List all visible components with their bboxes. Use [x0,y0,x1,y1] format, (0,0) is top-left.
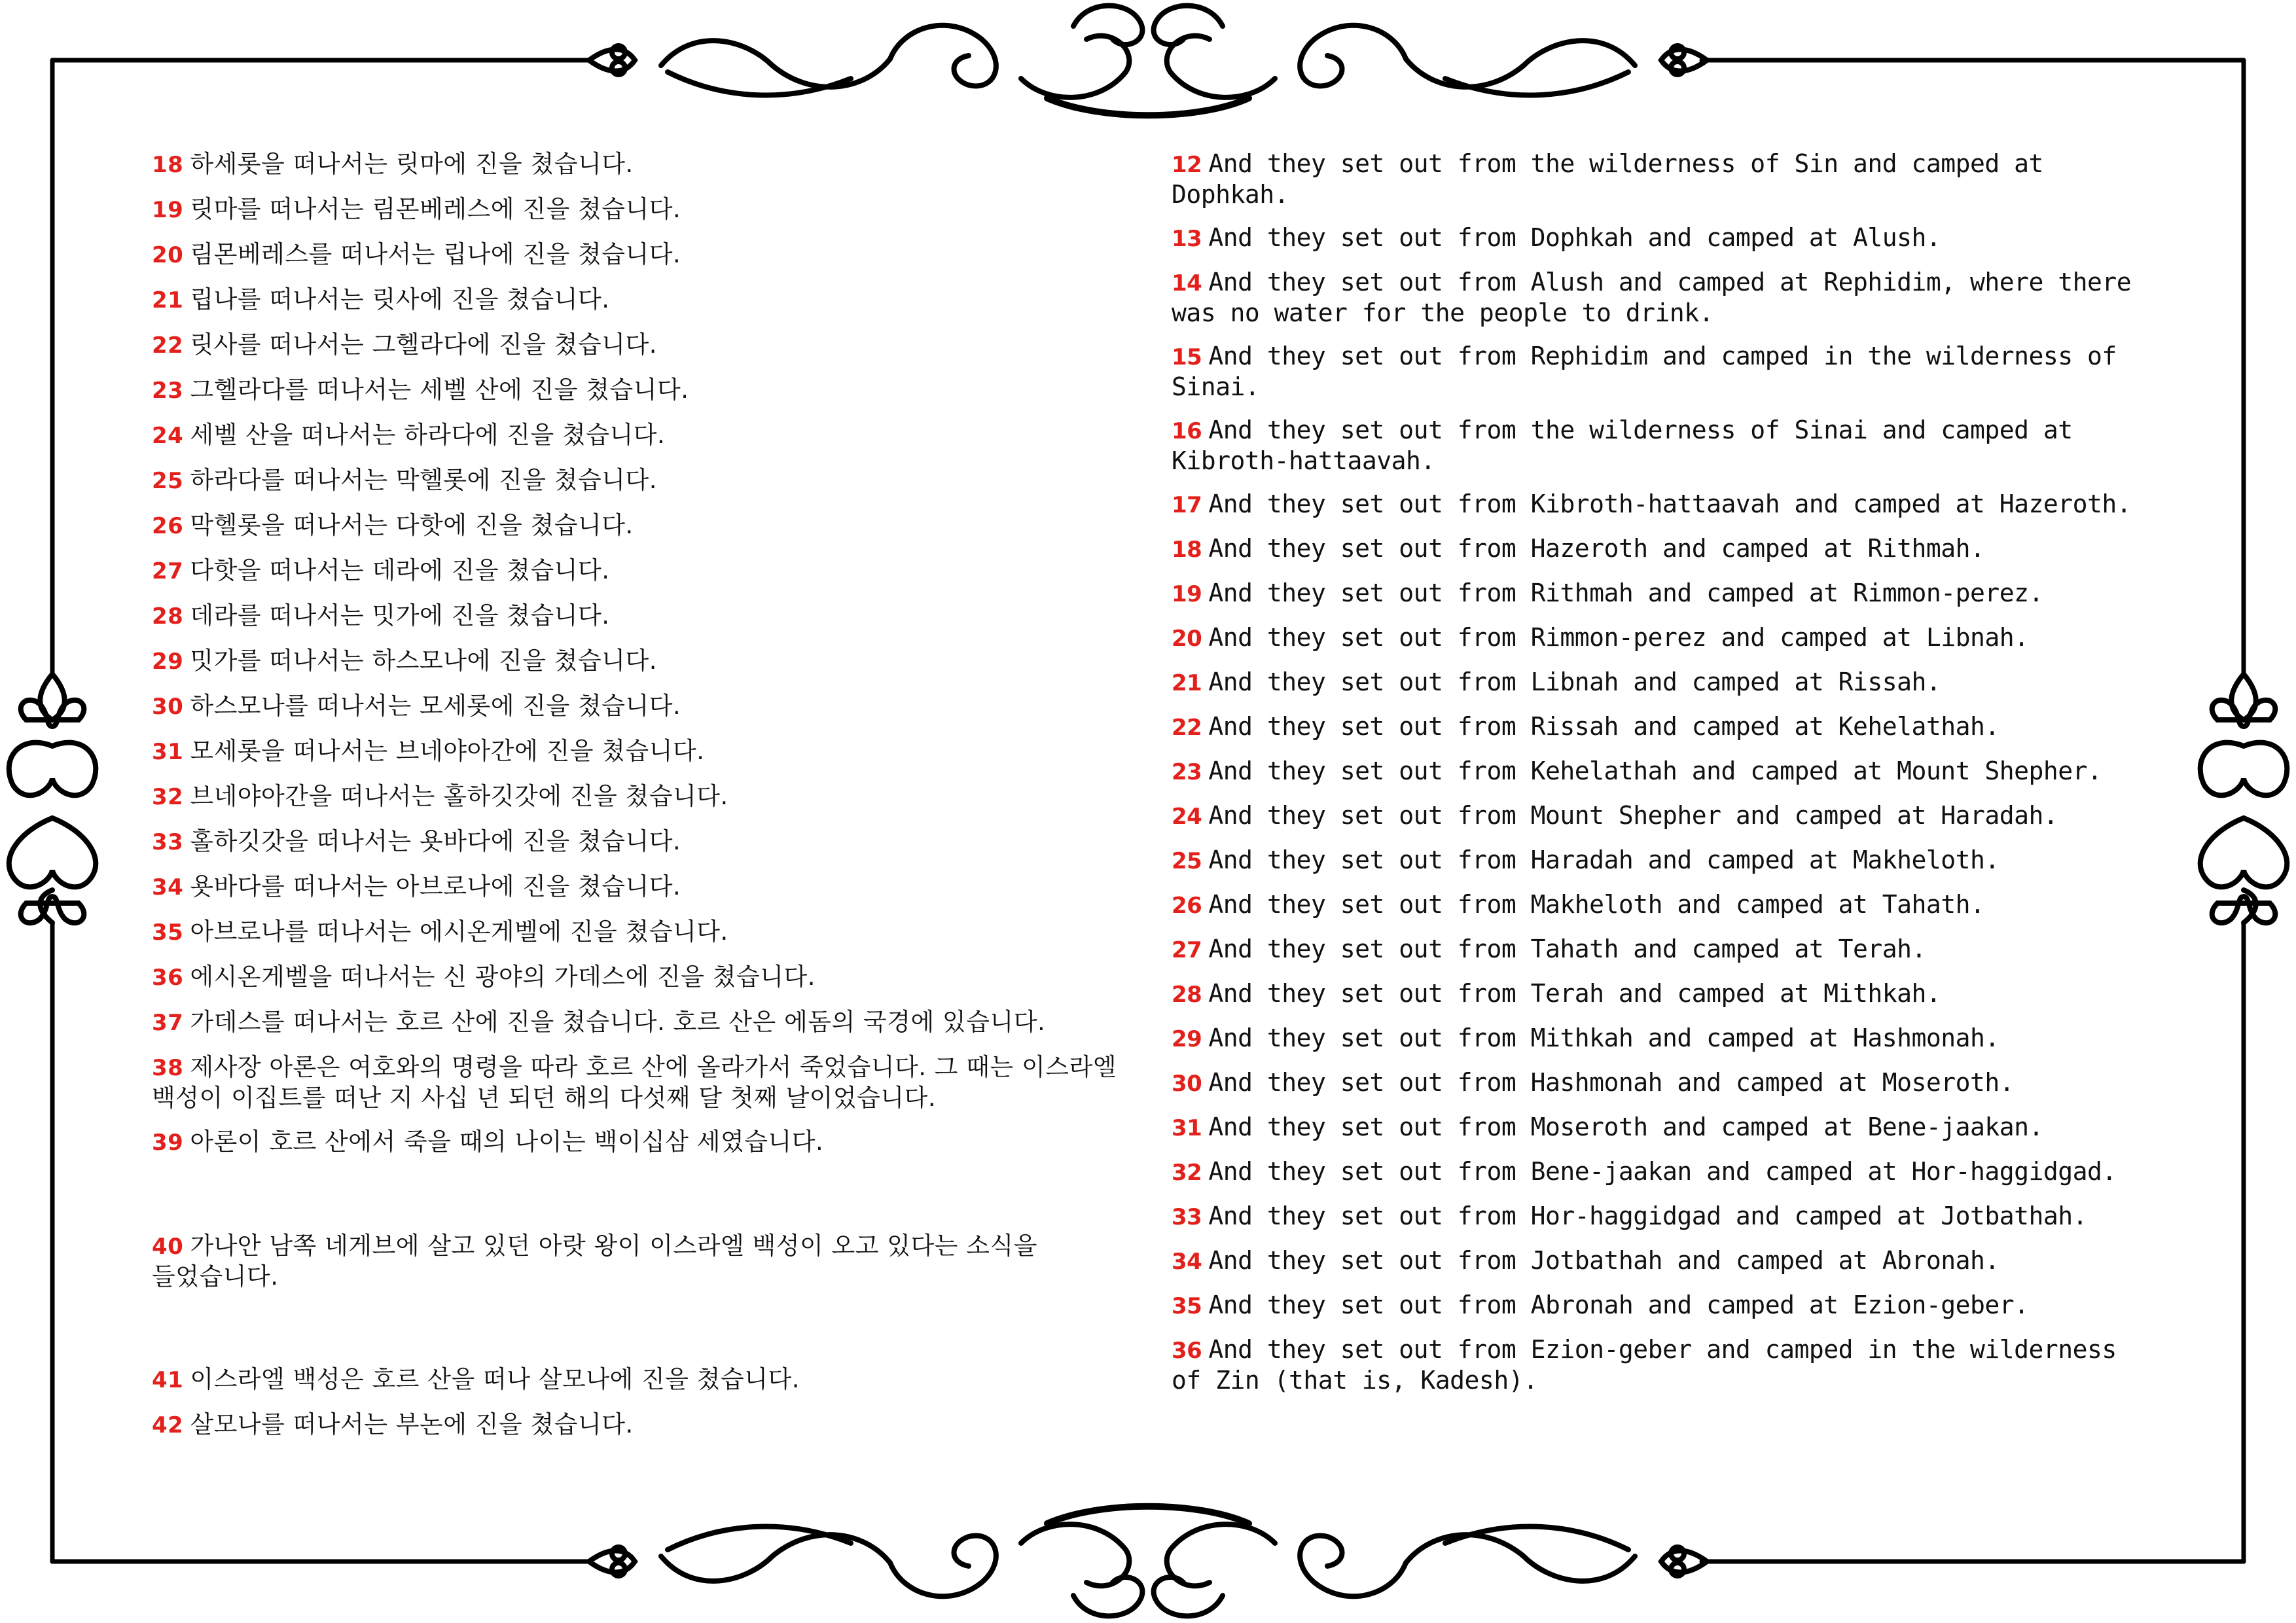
verse-number: 29 [1172,1026,1202,1052]
verse-24 [152,420,1121,451]
verse-number: 36 [152,965,184,991]
verse-text: And they set out from Mithkah and camped at Hashmonah. [1208,1024,2000,1052]
verse-text: And they set out from the wilderness of Sinai and camped at Kibroth-hattaavah. [1172,416,2073,475]
verse-text: 에시온게벨을 떠나서는 신 광야의 가데스에 진을 쳤습니다. [190,963,816,991]
verse-29 [152,646,1121,677]
verse-18 [152,149,1121,180]
verse-text: 막헬롯을 떠나서는 다핫에 진을 쳤습니다. [190,511,634,539]
verse-35 [1172,1291,2153,1321]
verse-text: 살모나를 떠나서는 부논에 진을 쳤습니다. [190,1410,634,1438]
right-ornament [2200,674,2287,923]
verse-number: 24 [1172,804,1202,830]
verse-41 [152,1364,1121,1395]
verse-number: 37 [152,1010,184,1036]
verse-text: And they set out from Bene-jaakan and camped at Hor-haggidgad. [1208,1157,2117,1186]
verse-number: 22 [1172,715,1202,741]
verse-number: 18 [152,152,184,178]
verse-text: And they set out from Rissah and camped at Kehelathah. [1208,712,2000,741]
verse-text: And they set out from Ezion-geber and camped in the wilderness of Zin (that is, Kadesh). [1172,1335,2117,1395]
verse-28 [1172,979,2153,1010]
verse-16 [1172,416,2153,476]
top-ornament [589,6,1707,116]
verse-text: 하세롯을 떠나서는 릿마에 진을 쳤습니다. [190,150,634,178]
verse-18 [1172,534,2153,565]
verse-text: 홀하깃갓을 떠나서는 욧바다에 진을 쳤습니다. [190,827,681,855]
verse-25 [152,465,1121,496]
verse-text: 아브로나를 떠나서는 에시온게벨에 진을 쳤습니다. [190,918,728,946]
verse-35 [152,917,1121,948]
left-ornament [9,674,96,923]
verse-12 [1172,149,2153,209]
verse-text: 데라를 떠나서는 밋가에 진을 쳤습니다. [190,601,610,630]
verse-text: 가데스를 떠나서는 호르 산에 진을 쳤습니다. 호르 산은 에돔의 국경에 있습니다. [190,1008,1046,1036]
verse-number: 14 [1172,270,1202,296]
verse-39 [152,1127,1121,1158]
verse-number: 21 [152,287,184,313]
verse-31 [1172,1113,2153,1143]
verse-number: 15 [1172,344,1202,370]
verse-text: And they set out from Hashmonah and camped at Moseroth. [1208,1068,2015,1097]
verse-text: 림몬베레스를 떠나서는 립나에 진을 쳤습니다. [190,240,681,268]
verse-text: And they set out from Rephidim and camped in the wilderness of Sinai. [1172,342,2117,401]
verse-number: 34 [152,874,184,901]
verse-text: 가나안 남쪽 네게브에 살고 있던 아랏 왕이 이스라엘 백성이 오고 있다는 소식을 들었습니다. [152,1232,1037,1291]
verse-15 [1172,342,2153,402]
verse-text: And they set out from Makheloth and camped at Tahath. [1208,890,1985,919]
verse-number: 25 [152,468,184,494]
verse-number: 26 [1172,893,1202,919]
verse-14 [1172,268,2153,328]
verse-text: 그헬라다를 떠나서는 세벨 산에 진을 쳤습니다. [190,376,689,404]
verse-23 [152,375,1121,406]
verse-text: 아론이 호르 산에서 죽을 때의 나이는 백이십삼 세였습니다. [190,1128,824,1156]
verse-37 [152,1007,1121,1038]
verse-text: And they set out from Jotbathah and camped at Abronah. [1208,1246,2000,1275]
verse-number: 40 [152,1234,184,1260]
verse-27 [1172,935,2153,965]
verse-22 [1172,712,2153,743]
verse-number: 26 [152,513,184,539]
verse-number: 41 [152,1367,184,1393]
verse-text: And they set out from Mount Shepher and camped at Haradah. [1208,801,2058,830]
verse-number: 27 [152,558,184,584]
verse-24 [1172,801,2153,832]
verse-text: And they set out from Dophkah and camped at Alush. [1208,223,1941,252]
verse-number: 35 [152,919,184,946]
verse-number: 13 [1172,226,1202,252]
verse-number: 31 [152,739,184,765]
verse-text: And they set out from Tahath and camped at Terah. [1208,935,1926,963]
verse-number: 33 [152,829,184,855]
verse-number: 36 [1172,1338,1202,1364]
verse-text: And they set out from Haradah and camped at Makheloth. [1208,846,2000,874]
verse-number: 32 [152,784,184,810]
verse-number: 27 [1172,937,1202,963]
verse-26 [152,510,1121,541]
verse-19 [1172,579,2153,609]
verse-number: 35 [1172,1293,1202,1319]
verse-number: 39 [152,1130,184,1156]
verse-20 [1172,623,2153,654]
verse-text: 브네야아간을 떠나서는 홀하깃갓에 진을 쳤습니다. [190,782,728,810]
verse-number: 42 [152,1412,184,1438]
verse-29 [1172,1024,2153,1054]
verse-text: And they set out from Libnah and camped at Rissah. [1208,668,1941,696]
bottom-ornament [589,1507,1707,1616]
verse-text: And they set out from Rithmah and camped at Rimmon-perez. [1208,579,2043,607]
verse-number: 24 [152,423,184,449]
verse-36 [152,962,1121,993]
verse-text: And they set out from Rimmon-perez and camped at Libnah. [1208,623,2029,652]
verse-number: 33 [1172,1204,1202,1230]
verse-22 [152,330,1121,361]
verse-number: 25 [1172,848,1202,874]
verse-40 [152,1231,1121,1291]
verse-32 [152,781,1121,812]
verse-text: 다핫을 떠나서는 데라에 진을 쳤습니다. [190,556,610,584]
verse-number: 28 [1172,982,1202,1008]
verse-text: 하라다를 떠나서는 막헬롯에 진을 쳤습니다. [190,466,657,494]
verse-text: 욧바다를 떠나서는 아브로나에 진을 쳤습니다. [190,872,681,901]
verse-number: 38 [152,1055,184,1081]
verse-number: 30 [1172,1071,1202,1097]
verse-text: And they set out from Kehelathah and camped at Mount Shepher. [1208,757,2102,785]
verse-text: And they set out from Hor-haggidgad and camped at Jotbathah. [1208,1202,2088,1230]
verse-33 [152,827,1121,857]
verse-number: 22 [152,332,184,359]
verse-number: 32 [1172,1160,1202,1186]
verse-34 [152,872,1121,902]
verse-number: 19 [1172,581,1202,607]
verse-text: 하스모나를 떠나서는 모세롯에 진을 쳤습니다. [190,692,681,720]
verse-13 [1172,223,2153,254]
verse-text: And they set out from Hazeroth and camped at Rithmah. [1208,534,1985,563]
verse-number: 23 [1172,759,1202,785]
verse-text: And they set out from Moseroth and camped at Bene-jaakan. [1208,1113,2043,1141]
verse-number: 18 [1172,537,1202,563]
verse-text: 릿사를 떠나서는 그헬라다에 진을 쳤습니다. [190,330,657,359]
verse-number: 16 [1172,418,1202,444]
verse-27 [152,556,1121,586]
verse-text: 이스라엘 백성은 호르 산을 떠나 살모나에 진을 쳤습니다. [190,1365,800,1393]
verse-23 [1172,757,2153,787]
verse-number: 29 [152,649,184,675]
verse-text: And they set out from the wilderness of Sin and camped at Dophkah. [1172,149,2043,209]
verse-text: 제사장 아론은 여호와의 명령을 따라 호르 산에 올라가서 죽었습니다. 그 때는 이스라엘 백성이 이집트를 떠난 지 사십 년 되던 해의 다섯째 달 첫째 날이었습니다. [152,1053,1117,1112]
verse-text: And they set out from Alush and camped at Rephidim, where there was no water for the people to drink. [1172,268,2132,327]
verse-26 [1172,890,2153,921]
verse-21 [152,285,1121,315]
verse-25 [1172,846,2153,876]
verse-19 [152,194,1121,225]
verse-text: 릿마를 떠나서는 림몬베레스에 진을 쳤습니다. [190,195,681,223]
verse-text: 모세롯을 떠나서는 브네야아간에 진을 쳤습니다. [190,737,705,765]
verse-36 [1172,1335,2153,1395]
verse-number: 23 [152,378,184,404]
verse-text: And they set out from Abronah and camped at Ezion-geber. [1208,1291,2029,1319]
verse-34 [1172,1246,2153,1277]
verse-30 [1172,1068,2153,1099]
verse-number: 17 [1172,492,1202,518]
verse-text: 밋가를 떠나서는 하스모나에 진을 쳤습니다. [190,647,657,675]
verse-31 [152,736,1121,767]
verse-28 [152,601,1121,632]
english-column [1172,149,2153,1409]
verse-text: And they set out from Kibroth-hattaavah and camped at Hazeroth. [1208,490,2132,518]
verse-number: 20 [152,242,184,268]
verse-number: 28 [152,603,184,630]
verse-number: 19 [152,197,184,223]
verse-17 [1172,490,2153,520]
verse-text: 세벨 산을 떠나서는 하라다에 진을 쳤습니다. [190,421,666,449]
verse-text: 립나를 떠나서는 릿사에 진을 쳤습니다. [190,285,610,313]
verse-38 [152,1052,1121,1113]
verse-32 [1172,1157,2153,1188]
verse-number: 12 [1172,152,1202,178]
verse-number: 20 [1172,626,1202,652]
korean-column [152,149,1121,1455]
verse-42 [152,1410,1121,1440]
verse-number: 30 [152,694,184,720]
verse-number: 21 [1172,670,1202,696]
verse-33 [1172,1202,2153,1232]
verse-21 [1172,668,2153,698]
verse-20 [152,240,1121,270]
verse-number: 34 [1172,1249,1202,1275]
verse-number: 31 [1172,1115,1202,1141]
verse-30 [152,691,1121,722]
verse-text: And they set out from Terah and camped at Mithkah. [1208,979,1941,1008]
